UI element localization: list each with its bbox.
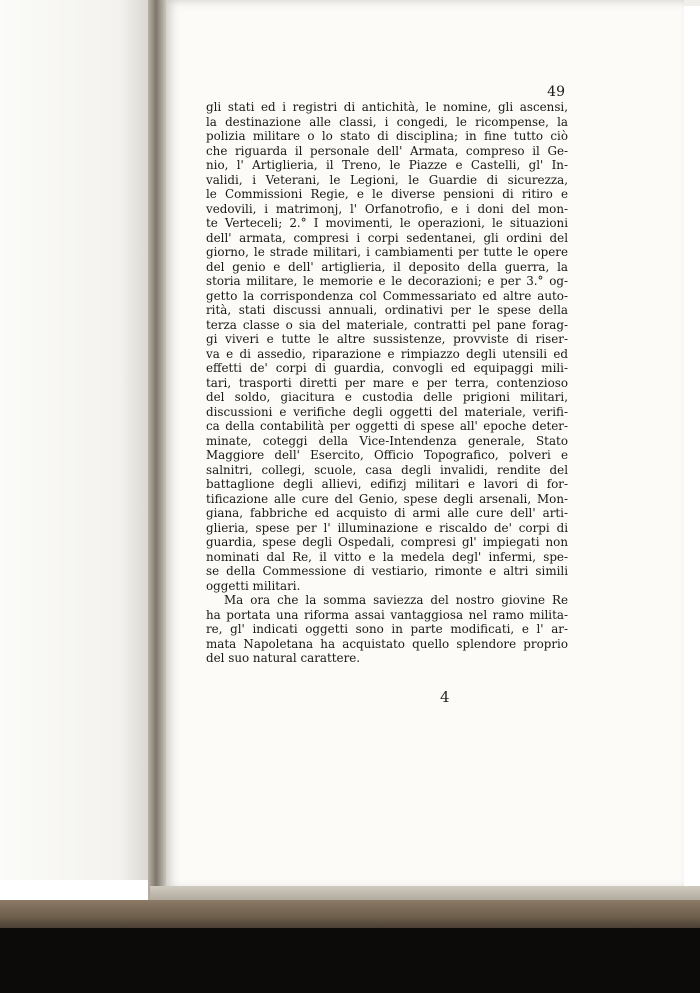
text-line: del suo natural carattere. bbox=[206, 651, 361, 665]
text-line: rità, stati discussi annuali, ordinativi per le spese della bbox=[206, 303, 568, 317]
text-line: ha portata una riforma assai vantaggiosa nel ramo milita- bbox=[206, 607, 568, 622]
text-line: effetti de' corpi di guardia, convogli ed equipaggi mili- bbox=[206, 361, 568, 375]
text-line: getto la corrispondenza col Commessariato ed altre auto- bbox=[206, 288, 568, 303]
text-line: storia militare, le memorie e le decorazioni; e per 3.° og- bbox=[206, 274, 568, 288]
body-text bbox=[206, 100, 568, 666]
text-line: giana, fabbriche ed acquisto di armi alle cure dell' arti- bbox=[206, 506, 568, 520]
page-number: 49 bbox=[547, 84, 565, 100]
text-line: nio, l' Artiglieria, il Treno, le Piazze e Castelli, gl' In- bbox=[206, 158, 568, 172]
book-gutter bbox=[148, 0, 166, 905]
text-line: Ma ora che la somma saviezza del nostro giovine Re bbox=[224, 593, 568, 607]
text-line: va e di assedio, riparazione e rimpiazzo degli utensili ed bbox=[206, 346, 568, 361]
text-line: del soldo, giacitura e custodia delle prigioni militari, bbox=[206, 390, 568, 404]
text-line: validi, i Veterani, le Legioni, le Guardie di sicurezza, bbox=[206, 172, 568, 187]
text-line: le Commissioni Regie, e le diverse pensioni di ritiro e bbox=[206, 187, 568, 201]
text-line: minate, coteggi della Vice-Intendenza generale, Stato bbox=[206, 433, 568, 448]
text-line: ca della contabilità per oggetti di spese all' epoche deter- bbox=[206, 419, 568, 433]
text-line: vedovili, i matrimonj, l' Orfanotrofio, e i doni del mon- bbox=[206, 201, 568, 216]
text-line: battaglione degli allievi, edifizj militari e lavori di for- bbox=[206, 477, 568, 491]
left-facing-page bbox=[0, 0, 150, 880]
text-line: salnitri, collegi, scuole, casa degli invalidi, rendite del bbox=[206, 462, 568, 477]
text-line: che riguarda il personale dell' Armata, compreso il Ge- bbox=[206, 143, 568, 158]
text-line: discussioni e verifiche degli oggetti del materiale, verifi- bbox=[206, 404, 568, 419]
text-line: gi viveri e tutte le altre sussistenze, provviste di riser- bbox=[206, 332, 568, 346]
text-line: oggetti militari. bbox=[206, 578, 301, 593]
text-line: polizia militare o lo stato di disciplina; in fine tutto ciò bbox=[206, 129, 568, 143]
text-line: dell' armata, compresi i corpi sedentanei, gli ordini del bbox=[206, 230, 568, 245]
text-line: mata Napoletana ha acquistato quello splendore proprio bbox=[206, 636, 568, 651]
text-line: guardia, spese degli Ospedali, compresi gl' impiegati non bbox=[206, 535, 568, 549]
text-line: la destinazione alle classi, i congedi, le ricompense, la bbox=[206, 114, 568, 129]
text-line: tari, trasporti diretti per mare e per terra, contenzioso bbox=[206, 375, 568, 390]
text-line: giorno, le strade militari, i cambiamenti per tutte le opere bbox=[206, 245, 568, 259]
text-line: gli stati ed i registri di antichità, le nomine, gli ascensi, bbox=[206, 100, 568, 114]
text-line: Maggiore dell' Esercito, Officio Topografico, polveri e bbox=[206, 448, 568, 462]
text-line: re, gl' indicati oggetti sono in parte modificati, e l' ar- bbox=[206, 622, 568, 636]
text-line: tificazione alle cure del Genio, spese degli arsenali, Mon- bbox=[206, 491, 568, 506]
text-line: terza classe o sia del materiale, contratti pel pane forag- bbox=[206, 317, 568, 332]
text-line: del genio e dell' artiglieria, il deposito della guerra, la bbox=[206, 259, 568, 274]
scan-background bbox=[0, 928, 700, 993]
text-line: te Verteceli; 2.° I movimenti, le operazioni, le situazioni bbox=[206, 216, 568, 230]
signature-mark: 4 bbox=[440, 688, 450, 706]
text-line: se della Commessione di vestiario, rimonte e altri simili bbox=[206, 564, 568, 578]
text-line: glieria, spese per l' illuminazione e riscaldo de' corpi di bbox=[206, 520, 568, 535]
book-binding bbox=[0, 900, 700, 928]
text-line: nominati dal Re, il vitto e la medela degl' infermi, spe- bbox=[206, 549, 568, 564]
